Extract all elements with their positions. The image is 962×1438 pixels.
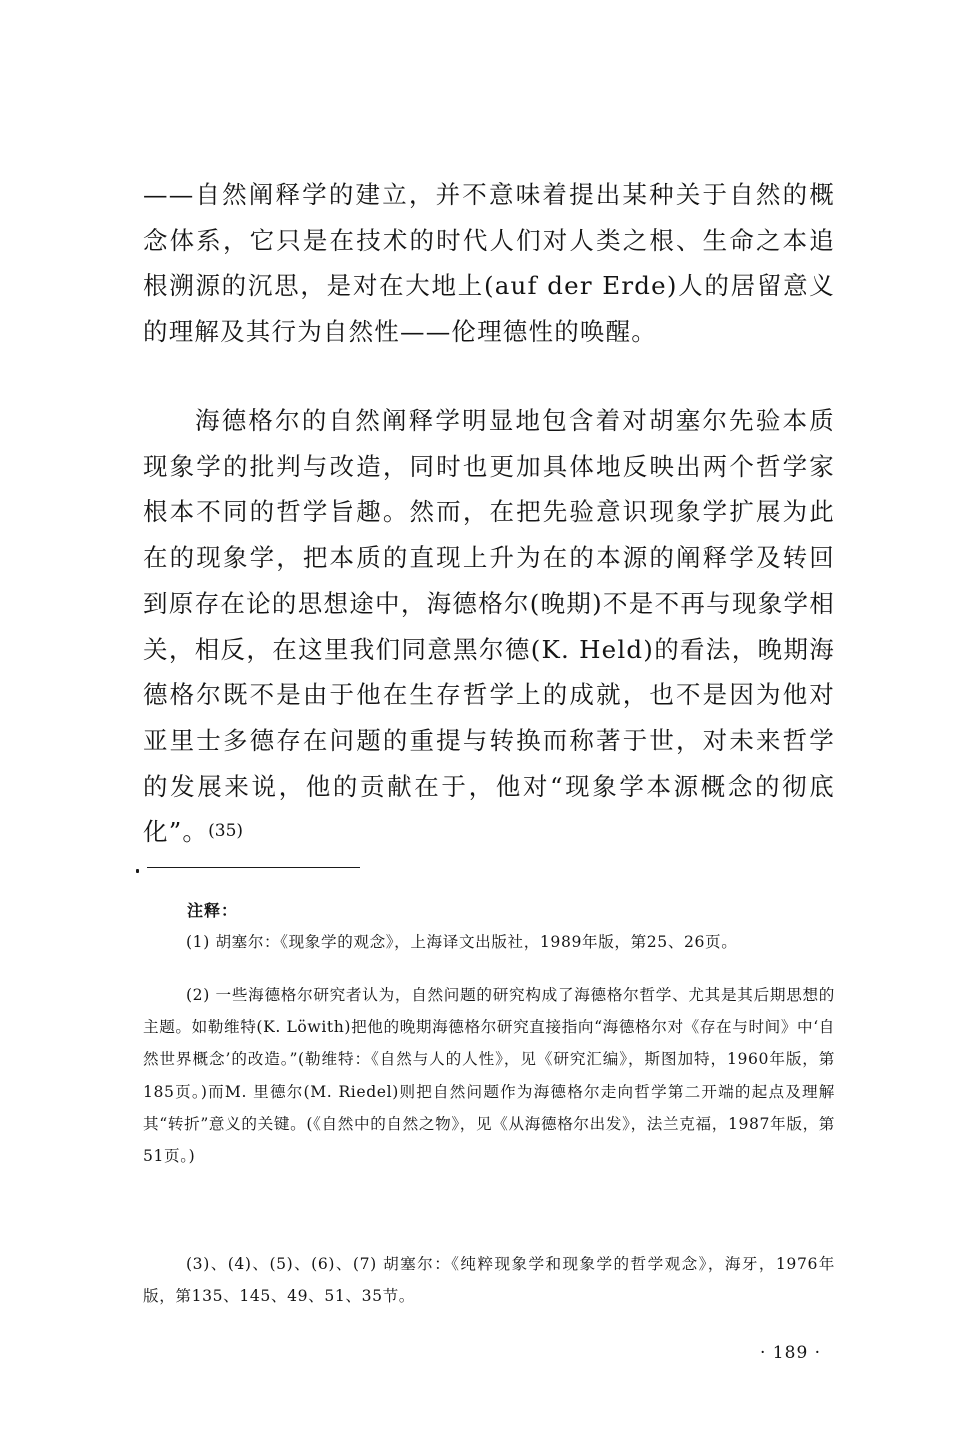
footnote: (3)、(4)、(5)、(6)、(7) 胡塞尔：《纯粹现象学和现象学的哲学观念》，海牙，1976年版，第135、145、49、51、35节。 (143, 1255, 835, 1306)
page-number: · 189 · (760, 1343, 822, 1363)
footnote: (2) 一些海德格尔研究者认为，自然问题的研究构成了海德格尔哲学、尤其是其后期思想的主题。如勒维特(K. Löwith)把他的晚期海德格尔研究直接指向“海德格尔对《存在与时间》中‘自然世界概念’的改造。”(勒维特：《自然与人的人性》，见《研究汇编》，斯图加特，1960年版，第185页。)而M. 里德尔(M. Riedel)则把自然问题作为海德格尔走向哲学第二开端的起点及理解其“转折”意义的关键。(《自然中的自然之物》，见《从海德格尔出发》，法兰克福，1987年版，第51页。) (143, 986, 835, 1166)
footnote: (1) 胡塞尔：《现象学的观念》，上海译文出版社，1989年版，第25、26页。 (186, 933, 738, 951)
paragraph-text: ——自然阐释学的建立，并不意味着提出某种关于自然的概念体系，它只是在技术的时代人们对人类之根、生命之本追根溯源的沉思，是对在大地上(auf der Erde)人的居留意义的理解及其行为自然性——伦理德性的唤醒。 (143, 180, 835, 347)
separator-dot (136, 869, 139, 873)
notes-heading: 注释： (187, 901, 239, 920)
footnote-reference: (35) (208, 821, 244, 842)
footnote-separator (147, 867, 360, 868)
body-paragraph (143, 172, 835, 355)
body-paragraph (143, 398, 835, 855)
paragraph-text: 海德格尔的自然阐释学明显地包含着对胡塞尔先验本质现象学的批判与改造，同时也更加具体地反映出两个哲学家根本不同的哲学旨趣。然而，在把先验意识现象学扩展为此在的现象学，把本质的直现上升为在的本源的阐释学及转回到原存在论的思想途中，海德格尔(晚期)不是不再与现象学相关，相反，在这里我们同意黑尔德(K. Held)的看法，晚期海德格尔既不是由于他在生存哲学上的成就，也不是因为他对亚里士多德存在问题的重提与转换而称著于世，对未来哲学的发展来说，他的贡献在于，他对“现象学本源概念的彻底化”。 (143, 406, 835, 847)
